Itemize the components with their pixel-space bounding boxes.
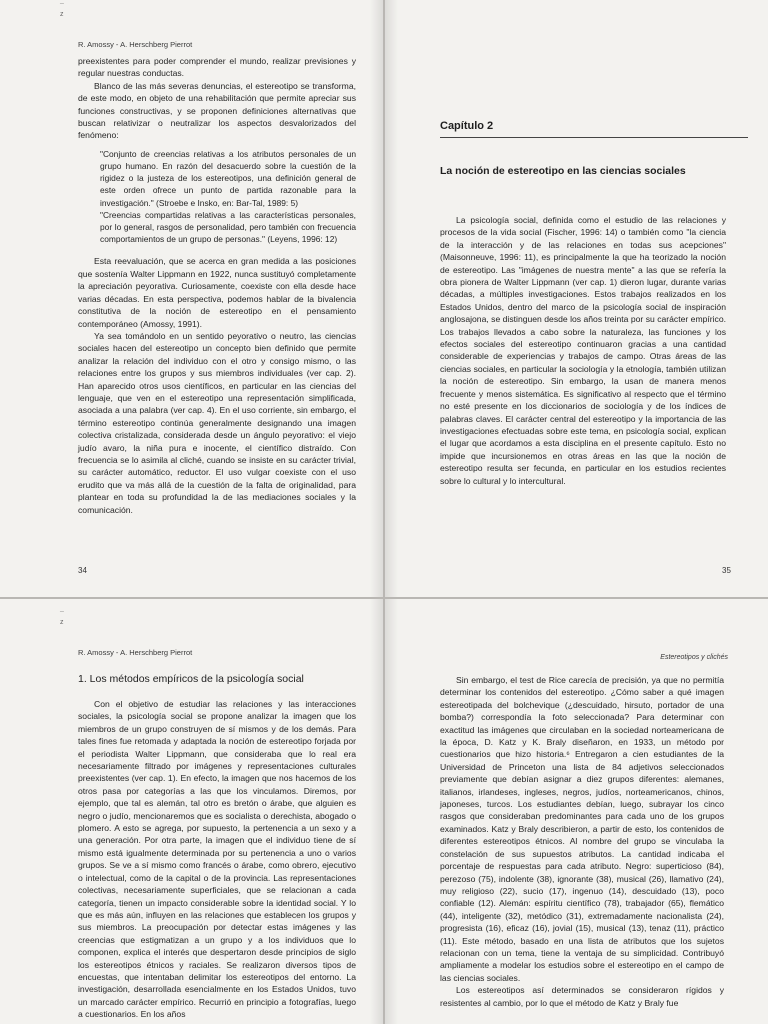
page-37 — [384, 598, 768, 1024]
page-35-body — [440, 214, 726, 487]
corner-mark: ¯ z — [60, 612, 64, 626]
gutter-shadow — [384, 0, 398, 598]
page-number: 35 — [722, 566, 731, 575]
page-36-body — [78, 698, 356, 1021]
paragraph: Blanco de las más severas denuncias, el estereotipo se transforma, de este modo, en objeto de una rehabilitación que permite apreciar sus funciones constructivas, y se proponen definiciones alternativas que buscan relativizar o neutralizar los aspectos desvalorizados del fenómeno: — [78, 80, 356, 141]
paragraph: Ya sea tomándolo en un sentido peyorativo o neutro, las ciencias sociales hacen del estereotipo un concepto bien definido que permite analizar la relación del individuo con el otro y consigo mismo, o las relaciones entre los grupos y sus miembros individuales (ver cap. 2). Han aparecido otros usos científicos, en particular en las ciencias del lenguaje, que ven en el estereotipo una representación simplificada, asociada a una palabra (ver cap. 4). En el uso corriente, sin embargo, el término estereotipo continúa generalmente designando una imagen colectiva cristalizada, considerada desde un ángulo peyorativo: el viejo judío avaro, la niña pura e inocente, el científico distraído. Con frecuencia se lo asimila al cliché, cuando se insiste en su carácter trivial, su carácter automático, reductor. El uso vulgar coexiste con el uso erudito que va más allá de la cuestión de la falta de originalidad, para plantear en toda su profundidad la de las mediaciones sociales y la comunicación. — [78, 330, 356, 515]
paragraph: Con el objetivo de estudiar las relaciones y las interacciones sociales, la psicología social se propone analizar la imagen que los miembros de un grupo construyen de sí mismos y de los demás. Para tales fines fue retomada y adaptada la noción de estereotipo forjada por el periodista Walter Lippmann, que consideraba que lo real era necesariamente filtrado por imágenes y representaciones culturales preexistentes (ver cap. 1). En efecto, la imagen que nos hacemos de los otros pasa por categorías a las que los vinculamos. Diremos, por ejemplo, que tal es alemán, tal otro es bretón o árabe, que alguien es negro o judío, mencionaremos que es socialista o derechista, abogado o plomero. A esto se agrega, por supuesto, la pertenencia a un sexo y a una generación. Por otra parte, la imagen que el individuo tiene de sí mismo está igualmente determinada por su pertenencia a uno o varios grupos. Se ve a sí mismo como francés o árabe, como obrero, ejecutivo o intelectual, como de la capital o de la provincia. Las representaciones colectivas, necesariamente superficiales, que se relacionan a cada categoría, tienen un impacto considerable sobre la identidad social. Y lo que es más aún, influyen en las relaciones que establecen los grupos y sus miembros. La preocupación por detectar estas imágenes y las creencias que estigmatizan a un grupo y a los individuos que lo componen, explica el interés que despertaron desde principios de siglo los estereotipos étnicos y raciales. Se realizaron diversos tipos de encuestas, que intentaban delimitar los estereotipos del entorno. La investigación, desarrollada esencialmente en los Estados Unidos, tuvo un marcado carácter empírico. Recurrió en principio a fotografías, luego a cuestionarios. En los años — [78, 699, 356, 1020]
page-35 — [384, 0, 768, 598]
chapter-label: Capítulo 2 — [440, 120, 494, 132]
gutter-shadow — [370, 0, 384, 598]
quote-line: "Conjunto de creencias relativas a los atributos personales de un grupo humano. En razón del desacuerdo sobre la cuestión de la rigidez o la justeza de los estereotipos, una definición general de este orden ofrece un punto de partida razonable para la investigación." (Stroebe e Insko, en: Bar-Tal, 1989: 5) — [100, 148, 356, 208]
spread-divider-vertical — [383, 0, 385, 1024]
chapter-rule — [440, 137, 748, 138]
page-36 — [0, 598, 384, 1024]
corner-mark: ¯ z — [60, 4, 64, 18]
quote-line: "Creencias compartidas relativas a las características personales, por lo general, rasgos de personalidad, pero también con frecuencia comportamientos de un grupo de personas." (Leyens, 1996: 12) — [100, 209, 356, 245]
paragraph: Esta reevaluación, que se acerca en gran medida a las posiciones que sostenía Walter Lippmann en 1922, nunca sustituyó completamente la apreciación peyorativa. Curiosamente, coexiste con ella desde hace varias décadas. En esta perspectiva, podemos hablar de la bivalencia constitutiva de la noción de estereotipo en el pensamiento contemporáneo (Amossy, 1991). — [78, 256, 356, 329]
block-quote — [100, 148, 356, 246]
page-37-body — [440, 674, 724, 1009]
paragraph: La psicología social, definida como el estudio de las relaciones y procesos de la vida social (Fischer, 1996: 14) o también como "la ciencia de la interacción y de las relaciones en todas sus acepciones" (Maisonneuve, 1996: 11), es principalmente la que ha teorizado la noción de estereotipo. Las "imágenes de nuestra mente" a las que se refería la obra pionera de Walter Lippmann (ver cap. 1) dieron lugar, durante varias décadas, a múltiples investigaciones. Estos trabajos realizados en los Estados Unidos, dentro del marco de la psicología social de inspiración anglosajona, se distinguen desde los años treinta por su carácter empírico. Los trabajos llevados a cabo sobre la naturaleza, las funciones y los efectos sociales del estereotipo continuaron gracias a una cantidad considerable de experiencias y trabajos de campo. Otras áreas de las ciencias sociales, en particular la sociología y la etnología, también utilizan la noción de estereotipo. Sin embargo, la usan de manera menos frecuente y menos sistemática. Es significativo al respecto que el término no esté presente en los diccionarios de sociología y de los índices de palabras claves. El carácter central del estereotipo y la importancia de las investigaciones efectuadas sobre este tema, en psicología social, explican el lugar que acordamos a esta disciplina en el presente capítulo. Esto no impide que incursionemos en otras áreas en las que la noción de estereotipo resulta ser fecunda, en particular en los estudios recientes sobre lo cultural y lo intercultural. — [440, 215, 726, 486]
running-head: R. Amossy - A. Herschberg Pierrot — [78, 648, 193, 657]
page-number: 34 — [78, 566, 87, 575]
paragraph: Los estereotipos así determinados se consideraron rígidos y resistentes al cambio, por lo que el método de Katz y Braly fue — [440, 985, 724, 1008]
spread-divider-horizontal — [0, 597, 768, 599]
gutter-shadow — [384, 598, 398, 1024]
paragraph: Sin embargo, el test de Rice carecía de precisión, ya que no permitía determinar los contenidos del estereotipo. ¿Cómo saber a qué imagen estereotipada del bolchevique (¿descuidado, hirsuto, portador de una bomba?) correspondía la foto seleccionada? Para determinar con exactitud las imágenes que circulaban en la sociedad norteamericana de la época, D. Katz y K. Braly diseñaron, en 1933, un método por cuestionarios que hizo historia.⁶ Entregaron a cien estudiantes de la Universidad de Princeton una lista de 84 adjetivos seleccionados previamente que debían asignar a diez grupos diferentes: alemanes, italianos, irlandeses, ingleses, negros, judíos, norteamericanos, chinos, japoneses, turcos. Los estudiantes debían, luego, subrayar los cinco rasgos que consideraban predominantes para cada uno de los grupos examinados. Katz y Braly describieron, a partir de esto, los contenidos de diferentes estereotipos étnicos. Al nombre del grupo se vinculaba la constelación de sus supuestos atributos. La cantidad indicaba el porcentaje de respuestas para cada atributo. Negro: superticioso (84), perezoso (75), indolente (38), ignorante (38), musical (26), llamativo (24), muy religioso (22), sucio (17), ingenuo (14), descuidado (13), poco confiable (12). Alemán: espíritu científico (78), trabajador (65), flemático (44), inteligente (32), metódico (31), extremadamente nacionalista (24), progresista (16), eficaz (16), jovial (15), musical (13), tenaz (11), práctico (11). Este método, basado en una lista de atributos que los sujetos relacionan con un tema, tiene la ventaja de su simplicidad. Contribuyó ampliamente a modelar los estudios sobre el estereotipo en el campo de las ciencias sociales. — [440, 675, 724, 983]
running-head: Estereotipos y clichés — [660, 654, 728, 661]
paragraph: preexistentes para poder comprender el mundo, realizar previsiones y regular nuestras conductas. — [78, 56, 356, 79]
page-34-body — [78, 55, 356, 516]
chapter-title: La noción de estereotipo en las ciencias sociales — [440, 165, 686, 177]
page-34 — [0, 0, 384, 598]
running-head: R. Amossy - A. Herschberg Pierrot — [78, 40, 193, 49]
gutter-shadow — [370, 598, 384, 1024]
section-title: 1. Los métodos empíricos de la psicología social — [78, 673, 304, 685]
